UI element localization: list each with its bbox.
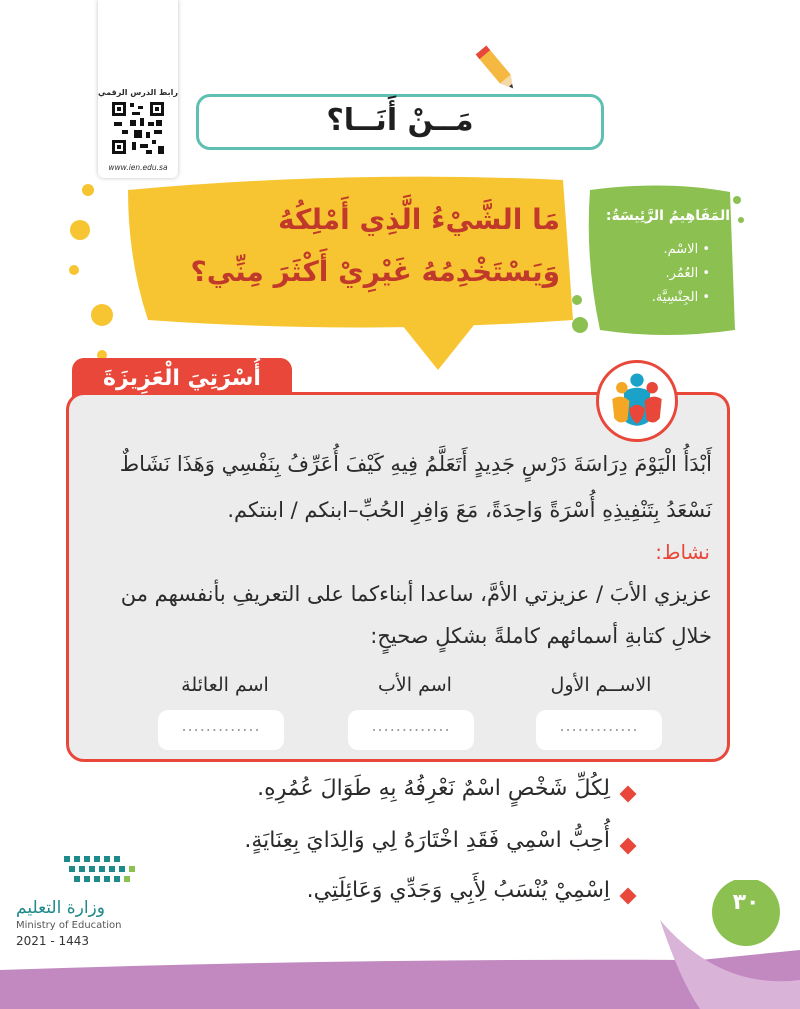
qr-label: رابط الدرس الرقمي xyxy=(98,88,178,97)
concepts-panel xyxy=(565,180,745,350)
question-line-1: مَا الشَّيْءُ الَّذِي أَمْلِكُهُ xyxy=(278,203,560,236)
ministry-name-ar: وزارة التعليم xyxy=(16,898,105,918)
ministry-year: 2021 - 1443 xyxy=(16,934,90,948)
field-placeholder: ............. xyxy=(559,716,639,735)
bullet-item: اِسْمِيْ يُنْسَبُ لِأَبِي وَجَدِّي وَعَائِلَتِي. xyxy=(306,878,610,903)
family-icon xyxy=(596,360,678,442)
activity-line-2: خلالِ كتابةِ أسمائهم كاملةً بشكلٍ صحيحٍ: xyxy=(370,624,712,648)
activity-line-1: عزيزي الأبَ / عزيزتي الأمَّ، ساعدا أبناءكما على التعريفِ بأنفسهم من xyxy=(120,582,712,606)
qr-code-icon[interactable] xyxy=(110,100,166,156)
family-activity-card xyxy=(66,392,730,762)
field-placeholder: ............. xyxy=(181,716,261,735)
first-name-label: الاســم الأول xyxy=(550,674,652,696)
family-name-field[interactable] xyxy=(158,710,284,750)
lesson-title: مَــنْ أَنَــا؟ xyxy=(326,103,474,138)
concepts-title: المَفَاهِيمُ الرَّئِيسَةُ: xyxy=(605,208,730,224)
pencil-icon xyxy=(470,38,530,98)
lesson-title-box xyxy=(196,94,604,150)
first-name-field[interactable] xyxy=(536,710,662,750)
question-line-2: وَيَسْتَخْدِمُهُ غَيْرِيْ أَكْثَرَ مِنِّي؟ xyxy=(190,255,560,288)
concept-item: • الاسْم. xyxy=(663,242,710,257)
bottom-band xyxy=(0,880,800,1009)
page-number: ٣٠ xyxy=(732,890,760,915)
bullet-item: أُحِبُّ اسْمِي فَقَدِ اخْتَارَهُ لِي وَالِدَايَ بِعِنَايَةٍ. xyxy=(244,828,610,853)
bullet-diamond-icon xyxy=(620,786,637,803)
family-name-label: اسم العائلة xyxy=(181,674,269,696)
intro-line-2: نَسْعَدُ بِتَنْفِيذِهِ أُسْرَةً وَاحِدَةً، مَعَ وَافِرِ الحُبِّ–ابنكم / ابنتكم. xyxy=(227,498,712,522)
bullet-item: لِكُلِّ شَخْصٍ اسْمٌ نَعْرِفُهُ بِهِ طَوَالَ عُمُرِهِ. xyxy=(257,776,610,801)
qr-block[interactable] xyxy=(98,0,178,178)
intro-line-1: أَبْدَأُ الْيَوْمَ دِرَاسَةَ دَرْسٍ جَدِيدٍ أَتَعَلَّمُ فِيهِ كَيْفَ أُعَرِّفُ بِنَفْسِي وَهَذَا نَشَاطٌ xyxy=(119,452,712,476)
father-name-label: اسم الأب xyxy=(378,674,452,696)
activity-label: نشاط: xyxy=(655,540,710,564)
qr-url: www.ien.edu.sa xyxy=(108,163,168,172)
field-placeholder: ............. xyxy=(371,716,451,735)
father-name-field[interactable] xyxy=(348,710,474,750)
section-title: أُسْرَتِيَ الْعَزِيزَةَ xyxy=(103,366,261,391)
concept-item: • العُمُر. xyxy=(665,266,710,281)
concept-item: • الجِنْسِيَّة. xyxy=(651,290,710,305)
ministry-name-en: Ministry of Education xyxy=(16,920,122,931)
bullet-diamond-icon xyxy=(620,838,637,855)
